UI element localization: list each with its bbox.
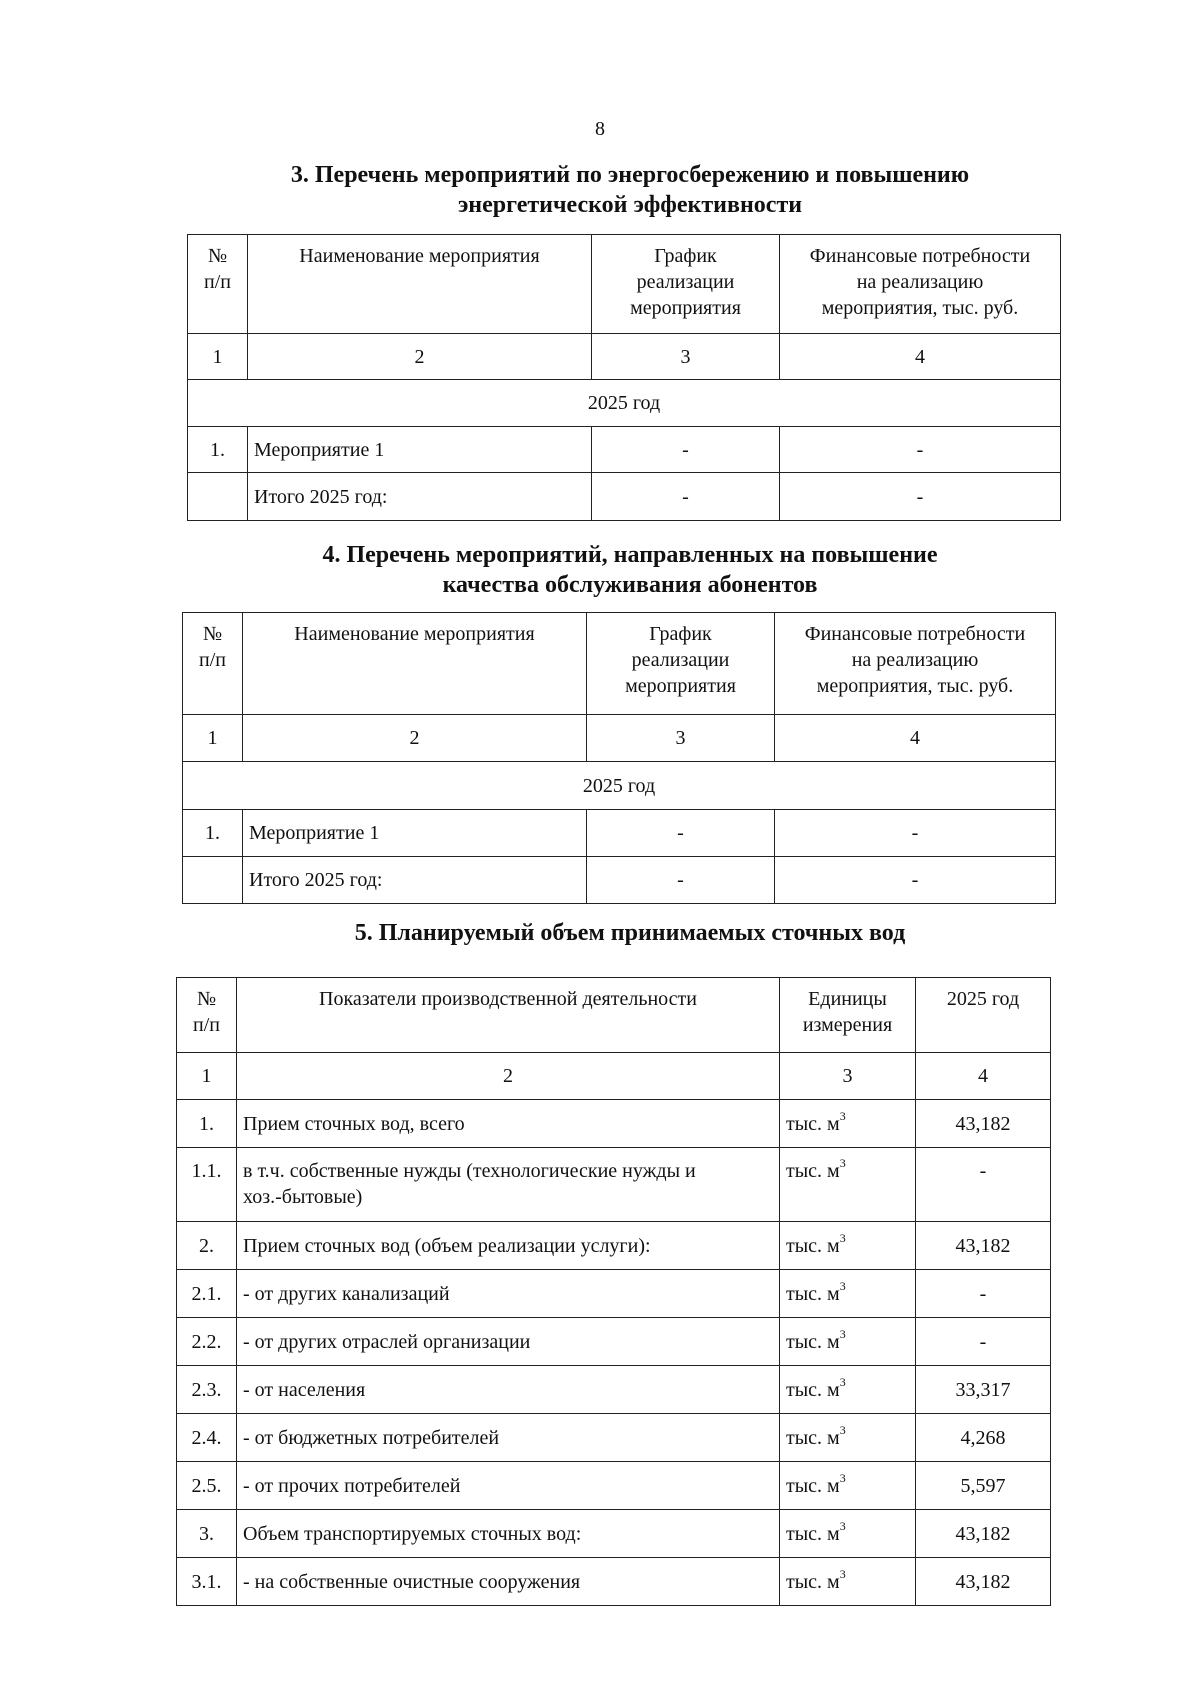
header-num: № п/п <box>188 235 248 334</box>
row-name: Мероприятие 1 <box>243 810 587 857</box>
section4-year-row <box>183 762 1056 810</box>
colnum-4: 4 <box>916 1053 1051 1100</box>
table-row <box>177 1462 1051 1510</box>
table-row <box>177 1100 1051 1148</box>
section3-table <box>187 234 1061 521</box>
colnum-4: 4 <box>775 715 1056 762</box>
row-name: - от прочих потребителей <box>237 1462 780 1510</box>
header-name: Наименование мероприятия <box>248 235 592 334</box>
row-schedule: - <box>587 810 775 857</box>
colnum-3: 3 <box>780 1053 916 1100</box>
header-unit: Единицы измерения <box>780 978 916 1053</box>
year-cell: 2025 год <box>183 762 1056 810</box>
row-value: 4,268 <box>916 1414 1051 1462</box>
row-unit: тыс. $м^3$ <box>780 1366 916 1414</box>
colnum-2: 2 <box>237 1053 780 1100</box>
row-value: - <box>916 1148 1051 1222</box>
row-unit: тыс. $м^3$ <box>780 1510 916 1558</box>
colnum-1: 1 <box>188 334 248 380</box>
row-num: 2.5. <box>177 1462 237 1510</box>
row-num: 1. <box>183 810 243 857</box>
row-num: 2.3. <box>177 1366 237 1414</box>
colnum-3: 3 <box>587 715 775 762</box>
header-num: № п/п <box>177 978 237 1053</box>
row-value: - <box>916 1270 1051 1318</box>
row-name: - от других канализаций <box>237 1270 780 1318</box>
row-unit: тыс. $м^3$ <box>780 1558 916 1606</box>
section5-table <box>176 977 1051 1606</box>
row-num: 1. <box>177 1100 237 1148</box>
row-unit: тыс. $м^3$ <box>780 1414 916 1462</box>
row-value: 43,182 <box>916 1100 1051 1148</box>
header-schedule: График реализации мероприятия <box>592 235 780 334</box>
colnum-3: 3 <box>592 334 780 380</box>
section4-header-row <box>183 613 1056 715</box>
row-num: 1.1. <box>177 1148 237 1222</box>
header-finance: Финансовые потребности на реализацию мероприятия, тыс. руб. <box>780 235 1061 334</box>
row-num: 2. <box>177 1222 237 1270</box>
table-row <box>177 1318 1051 1366</box>
row-finance: - <box>780 473 1061 521</box>
row-value: 33,317 <box>916 1366 1051 1414</box>
colnum-4: 4 <box>780 334 1061 380</box>
header-year: 2025 год <box>916 978 1051 1053</box>
row-finance: - <box>775 857 1056 904</box>
row-schedule: - <box>587 857 775 904</box>
header-name: Наименование мероприятия <box>243 613 587 715</box>
row-name: - от населения <box>237 1366 780 1414</box>
row-name: в т.ч. собственные нужды (технологические нужды и хоз.-бытовые) <box>237 1148 780 1222</box>
table-row <box>177 1414 1051 1462</box>
year-cell: 2025 год <box>188 380 1061 427</box>
section5-title: 5. Планируемый объем принимаемых сточных вод <box>354 920 906 946</box>
row-unit: тыс. $м^3$ <box>780 1222 916 1270</box>
row-num: 2.4. <box>177 1414 237 1462</box>
table-row <box>183 810 1056 857</box>
row-name: Итого 2025 год: <box>248 473 592 521</box>
section4-title <box>190 540 1070 600</box>
section4-title-line2: качества обслуживания абонентов <box>442 572 818 598</box>
row-num: 2.1. <box>177 1270 237 1318</box>
row-num: 3. <box>177 1510 237 1558</box>
row-value: - <box>916 1318 1051 1366</box>
row-value: 43,182 <box>916 1222 1051 1270</box>
row-num: 2.2. <box>177 1318 237 1366</box>
page-number: 8 <box>595 118 605 140</box>
colnum-1: 1 <box>177 1053 237 1100</box>
header-schedule: График реализации мероприятия <box>587 613 775 715</box>
header-indicator: Показатели производственной деятельности <box>237 978 780 1053</box>
row-name: Прием сточных вод, всего <box>237 1100 780 1148</box>
row-name: Объем транспортируемых сточных вод: <box>237 1510 780 1558</box>
table-row <box>188 427 1061 473</box>
table-row <box>177 1270 1051 1318</box>
section4-colnum-row <box>183 715 1056 762</box>
row-name: Итого 2025 год: <box>243 857 587 904</box>
row-value: 43,182 <box>916 1510 1051 1558</box>
row-num <box>183 857 243 904</box>
section4-title-line1: 4. Перечень мероприятий, направленных на повышение <box>322 542 938 568</box>
header-num: № п/п <box>183 613 243 715</box>
section3-header-row <box>188 235 1061 334</box>
colnum-2: 2 <box>243 715 587 762</box>
row-unit: тыс. $м^3$ <box>780 1270 916 1318</box>
row-unit: тыс. $м^3$ <box>780 1462 916 1510</box>
section3-colnum-row <box>188 334 1061 380</box>
table-row <box>183 857 1056 904</box>
row-schedule: - <box>592 427 780 473</box>
row-finance: - <box>780 427 1061 473</box>
row-num <box>188 473 248 521</box>
section3-title <box>190 160 1070 220</box>
row-value: 5,597 <box>916 1462 1051 1510</box>
row-name: - от бюджетных потребителей <box>237 1414 780 1462</box>
section3-year-row <box>188 380 1061 427</box>
section4-table <box>182 612 1056 904</box>
row-num: 3.1. <box>177 1558 237 1606</box>
table-row <box>177 1366 1051 1414</box>
section5-colnum-row <box>177 1053 1051 1100</box>
row-unit: тыс. $м^3$ <box>780 1318 916 1366</box>
row-finance: - <box>775 810 1056 857</box>
row-schedule: - <box>592 473 780 521</box>
header-finance: Финансовые потребности на реализацию мероприятия, тыс. руб. <box>775 613 1056 715</box>
section3-title-line1: 3. Перечень мероприятий по энергосбережению и повышению <box>290 162 970 188</box>
table-row <box>177 1148 1051 1222</box>
row-value: 43,182 <box>916 1558 1051 1606</box>
table-row <box>177 1558 1051 1606</box>
row-unit: тыс. $м^3$ <box>780 1100 916 1148</box>
table-row <box>177 1510 1051 1558</box>
colnum-2: 2 <box>248 334 592 380</box>
table-row <box>177 1222 1051 1270</box>
colnum-1: 1 <box>183 715 243 762</box>
row-name: Прием сточных вод (объем реализации услуги): <box>237 1222 780 1270</box>
section3-title-line2: энергетической эффективности <box>457 192 803 218</box>
row-name: Мероприятие 1 <box>248 427 592 473</box>
row-num: 1. <box>188 427 248 473</box>
row-unit: тыс. $м^3$ <box>780 1148 916 1222</box>
table-row <box>188 473 1061 521</box>
section5-header-row <box>177 978 1051 1053</box>
row-name: - на собственные очистные сооружения <box>237 1558 780 1606</box>
row-name: - от других отраслей организации <box>237 1318 780 1366</box>
